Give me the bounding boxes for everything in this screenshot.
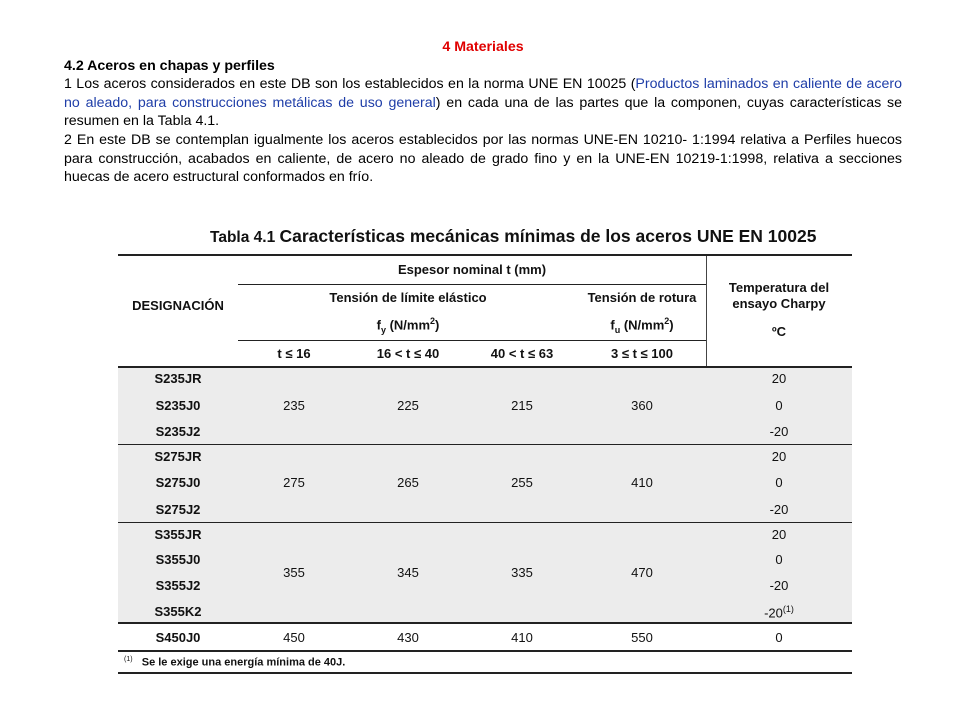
grade-cell: S355JR (154, 527, 202, 542)
temp-cell: -20 (769, 578, 789, 593)
grade-cell: S355J2 (155, 578, 201, 593)
fy-cell: 275 (283, 475, 305, 490)
grade-cell: S235J0 (155, 398, 201, 413)
paragraph-1 (64, 75, 902, 131)
table-title-rest: Características mecánicas mínimas de los aceros UNE EN 10025 (279, 226, 817, 246)
footnote-mark: (1) (124, 656, 133, 663)
rule-bottom (118, 672, 852, 674)
section-title: 4 Materiales (442, 39, 524, 55)
grade-cell: S355K2 (154, 604, 202, 619)
fy-cell: 450 (283, 630, 305, 645)
standard-link[interactable]: Productos laminados en caliente de acero no aleado, para construcciones metálicas de uso general (64, 76, 902, 111)
table-footnote (124, 656, 345, 669)
fy-cell: 430 (397, 630, 419, 645)
grade-cell: S275J2 (155, 502, 201, 517)
header-limite: Tensión de límite elástico (329, 290, 487, 305)
grade-cell: S450J0 (155, 630, 201, 645)
col-t1: t ≤ 16 (277, 346, 311, 361)
rule-group-4 (118, 650, 852, 652)
footnote-text: Se le exige una energía mínima de 40J. (141, 656, 346, 669)
paragraph-2: 2 En este DB se contemplan igualmente los aceros establecidos por las normas UNE-EN 10210- 1:1994 relativa a Perfiles huecos para construcción, acabados en caliente, de acero no aleado de grado fino y en la UNE-EN 10219-1:1998, relativa a secciones huecas de acero estructural conformados en frío. (64, 131, 902, 186)
rule-group-2 (118, 522, 852, 523)
footnote-mark: (1) (782, 604, 794, 614)
header-rotura-unit: $f_u$ $(N/mm^2)$ (610, 316, 674, 335)
rule-units (238, 340, 706, 341)
rule-top (118, 254, 852, 256)
header-rotura: Tensión de rotura (587, 290, 697, 305)
header-temperatura: Temperatura del ensayo Charpy (728, 280, 830, 311)
fu-cell: 410 (631, 475, 653, 490)
grade-cell: S235J2 (155, 424, 201, 439)
fu-cell: 550 (631, 630, 653, 645)
rule-group-3 (118, 622, 852, 624)
col-t4: 3 ≤ t ≤ 100 (611, 346, 673, 361)
temp-cell: 20 (771, 371, 787, 386)
table-title-prefix: Tabla 4.1 (210, 229, 276, 246)
fy-cell: 345 (397, 565, 419, 580)
temp-cell: -20 (769, 502, 789, 517)
fu-cell: 360 (631, 398, 653, 413)
header-limite-unit: $f_y$ $(N/mm^2)$ (376, 316, 440, 335)
temp-cell-footnoted: -20$^{(1)}$ (764, 604, 794, 621)
fy-cell: 225 (397, 398, 419, 413)
fy-cell: 255 (511, 475, 533, 490)
fu-cell: 470 (631, 565, 653, 580)
header-designacion: DESIGNACIÓN (132, 298, 224, 313)
rule-group-1 (118, 444, 852, 445)
temp-cell: -20 (769, 424, 789, 439)
steel-properties-table (118, 254, 852, 672)
header-temp-unit: ºC (771, 324, 787, 339)
temp-cell: 0 (775, 630, 783, 645)
grade-cell: S235JR (154, 371, 202, 386)
subsection-title: 4.2 Aceros en chapas y perfiles (64, 57, 275, 74)
paragraph-1-end: ) en cada una de las partes que la componen, cuyas características se resumen en la Tabla 4.1. (64, 94, 902, 130)
fy-cell: 410 (511, 630, 533, 645)
temp-cell: 20 (771, 527, 787, 542)
grade-cell: S275JR (154, 449, 202, 464)
col-t3: 40 < t ≤ 63 (490, 346, 554, 361)
fy-cell: 335 (511, 565, 533, 580)
rule-header-bottom (118, 366, 852, 368)
text-block (64, 38, 902, 187)
paragraph-1-start: 1 Los aceros considerados en este DB son los establecidos en la norma UNE EN 10025 ( (64, 76, 636, 93)
temp-cell: 20 (771, 449, 787, 464)
fy-cell: 235 (283, 398, 305, 413)
grade-cell: S355J0 (155, 552, 201, 567)
temp-cell: 0 (775, 398, 783, 413)
temp-cell: 0 (775, 475, 783, 490)
grade-cell: S275J0 (155, 475, 201, 490)
rule-espesor (238, 284, 706, 285)
fy-cell: 215 (511, 398, 533, 413)
temp-cell: 0 (775, 552, 783, 567)
col-t2: 16 < t ≤ 40 (376, 346, 440, 361)
header-espesor: Espesor nominal t (mm) (397, 262, 547, 277)
table-title (210, 226, 816, 247)
fy-cell: 355 (283, 565, 305, 580)
fy-cell: 265 (397, 475, 419, 490)
